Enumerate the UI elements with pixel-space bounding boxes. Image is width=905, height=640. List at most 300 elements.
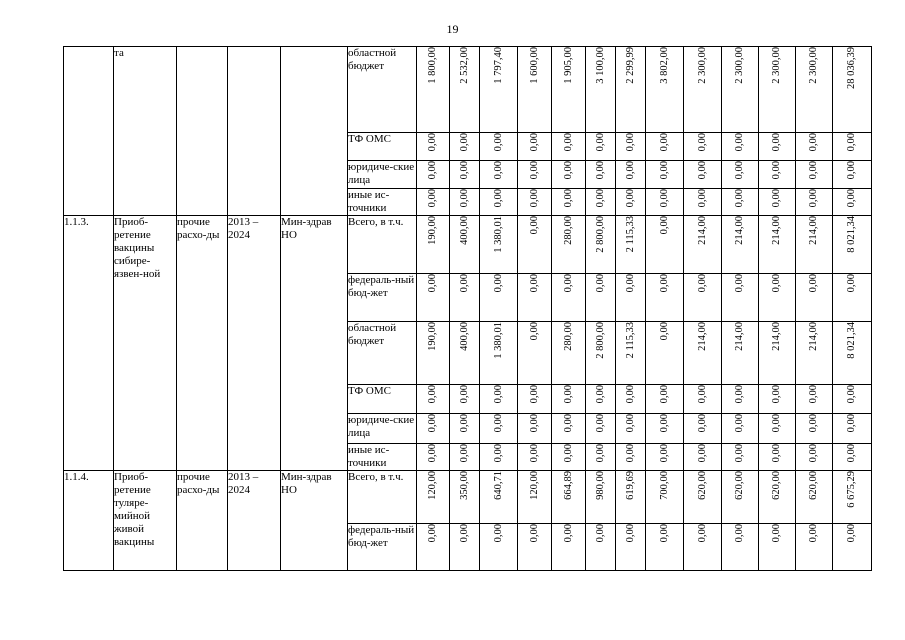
value-text: 0,00 bbox=[427, 161, 438, 180]
value-text: 214,00 bbox=[696, 322, 708, 351]
period: 2013 – 2024 bbox=[228, 471, 281, 571]
value-cell bbox=[722, 322, 759, 385]
value-text: 0,00 bbox=[562, 444, 574, 463]
value-cell bbox=[417, 322, 450, 385]
value-text: 0,00 bbox=[427, 414, 438, 433]
value-cell bbox=[833, 161, 872, 189]
page-number: 19 bbox=[446, 22, 459, 36]
value-cell bbox=[722, 47, 759, 133]
value-text: 0,00 bbox=[562, 189, 574, 208]
value-text: 0,00 bbox=[624, 524, 636, 543]
value-text: 0,00 bbox=[658, 414, 670, 433]
value-text: 0,00 bbox=[808, 189, 819, 208]
value-text: 0,00 bbox=[458, 274, 470, 293]
value-text: 0,00 bbox=[492, 444, 504, 463]
value-cell bbox=[646, 189, 684, 216]
value-text: 214,00 bbox=[696, 216, 708, 245]
value-cell bbox=[616, 322, 646, 385]
table-row bbox=[64, 47, 872, 133]
value-cell bbox=[552, 133, 586, 161]
value-text: 664,89 bbox=[562, 471, 574, 500]
value-text: 0,00 bbox=[624, 444, 636, 463]
executor: Мин-здрав НО bbox=[281, 471, 348, 571]
value-cell bbox=[796, 274, 833, 322]
value-cell bbox=[684, 414, 722, 444]
value-cell bbox=[646, 444, 684, 471]
value-cell bbox=[684, 133, 722, 161]
value-cell bbox=[684, 189, 722, 216]
value-cell bbox=[450, 414, 480, 444]
value-text: 0,00 bbox=[658, 385, 670, 404]
value-cell bbox=[646, 322, 684, 385]
value-text: 0,00 bbox=[846, 161, 857, 180]
value-cell bbox=[586, 133, 616, 161]
value-text: 0,00 bbox=[624, 414, 636, 433]
item-name: Приоб-ретение вакцины сибире-язвен-ной bbox=[114, 216, 177, 471]
value-cell bbox=[450, 524, 480, 571]
value-text: 350,00 bbox=[458, 471, 470, 500]
value-text: 0,00 bbox=[771, 524, 782, 543]
value-text: 0,00 bbox=[846, 414, 857, 433]
value-text: 0,00 bbox=[528, 133, 540, 152]
value-cell bbox=[833, 385, 872, 414]
value-cell bbox=[759, 216, 796, 274]
value-cell bbox=[480, 274, 518, 322]
value-cell bbox=[480, 47, 518, 133]
value-cell bbox=[518, 385, 552, 414]
value-cell bbox=[684, 444, 722, 471]
value-text: 0,00 bbox=[734, 161, 745, 180]
value-text: 0,00 bbox=[808, 161, 819, 180]
value-text: 28 036,39 bbox=[846, 47, 857, 89]
value-cell bbox=[616, 189, 646, 216]
value-cell bbox=[796, 414, 833, 444]
value-cell bbox=[796, 189, 833, 216]
value-text: 214,00 bbox=[734, 216, 745, 245]
value-cell bbox=[417, 189, 450, 216]
value-cell bbox=[450, 444, 480, 471]
value-text: 190,00 bbox=[427, 322, 438, 351]
value-text: 700,00 bbox=[658, 471, 670, 500]
value-cell bbox=[833, 274, 872, 322]
value-text: 2 300,00 bbox=[734, 47, 745, 84]
value-text: 0,00 bbox=[427, 189, 438, 208]
value-cell bbox=[796, 385, 833, 414]
value-cell bbox=[684, 216, 722, 274]
value-cell bbox=[480, 414, 518, 444]
value-text: 2 532,00 bbox=[458, 47, 470, 84]
value-cell bbox=[552, 189, 586, 216]
value-cell bbox=[796, 133, 833, 161]
value-text: 0,00 bbox=[427, 133, 438, 152]
value-cell bbox=[722, 385, 759, 414]
value-cell bbox=[759, 189, 796, 216]
value-cell bbox=[759, 444, 796, 471]
value-text: 0,00 bbox=[594, 189, 606, 208]
value-text: 0,00 bbox=[734, 133, 745, 152]
value-text: 400,00 bbox=[458, 322, 470, 351]
value-text: 0,00 bbox=[458, 524, 470, 543]
value-cell bbox=[450, 216, 480, 274]
value-cell bbox=[552, 444, 586, 471]
value-cell bbox=[552, 471, 586, 524]
table-row bbox=[64, 216, 872, 274]
value-text: 0,00 bbox=[562, 385, 574, 404]
funding-source: ТФ ОМС bbox=[348, 385, 417, 414]
value-text: 0,00 bbox=[846, 385, 857, 404]
value-text: 0,00 bbox=[624, 161, 636, 180]
value-cell bbox=[480, 189, 518, 216]
value-cell bbox=[684, 322, 722, 385]
value-cell bbox=[518, 322, 552, 385]
value-text: 0,00 bbox=[492, 133, 504, 152]
value-text: 1 600,00 bbox=[528, 47, 540, 84]
value-text: 0,00 bbox=[492, 385, 504, 404]
value-cell bbox=[759, 161, 796, 189]
value-text: 0,00 bbox=[528, 189, 540, 208]
value-cell bbox=[586, 274, 616, 322]
value-cell bbox=[616, 444, 646, 471]
value-cell bbox=[722, 444, 759, 471]
value-text: 0,00 bbox=[427, 444, 438, 463]
expense-type bbox=[177, 47, 228, 216]
value-text: 0,00 bbox=[624, 189, 636, 208]
value-cell bbox=[450, 189, 480, 216]
value-cell bbox=[684, 274, 722, 322]
value-cell bbox=[450, 471, 480, 524]
value-cell bbox=[417, 471, 450, 524]
value-cell bbox=[616, 133, 646, 161]
item-code: 1.1.4. bbox=[64, 471, 114, 571]
value-cell bbox=[586, 414, 616, 444]
executor: Мин-здрав НО bbox=[281, 216, 348, 471]
value-cell bbox=[616, 414, 646, 444]
value-cell bbox=[759, 133, 796, 161]
value-cell bbox=[646, 274, 684, 322]
value-cell bbox=[518, 161, 552, 189]
value-cell bbox=[684, 471, 722, 524]
value-text: 3 100,00 bbox=[594, 47, 606, 84]
value-text: 120,00 bbox=[528, 471, 540, 500]
value-cell bbox=[552, 414, 586, 444]
value-text: 0,00 bbox=[594, 414, 606, 433]
value-text: 0,00 bbox=[528, 161, 540, 180]
value-text: 214,00 bbox=[808, 216, 819, 245]
value-text: 640,71 bbox=[492, 471, 504, 500]
value-cell bbox=[480, 161, 518, 189]
value-text: 2 115,33 bbox=[624, 322, 636, 359]
value-cell bbox=[417, 47, 450, 133]
value-cell bbox=[684, 47, 722, 133]
value-text: 0,00 bbox=[696, 414, 708, 433]
value-text: 0,00 bbox=[492, 189, 504, 208]
value-text: 0,00 bbox=[624, 385, 636, 404]
value-cell bbox=[646, 385, 684, 414]
value-text: 0,00 bbox=[562, 414, 574, 433]
value-cell bbox=[480, 216, 518, 274]
item-code bbox=[64, 47, 114, 216]
value-text: 214,00 bbox=[734, 322, 745, 351]
value-text: 0,00 bbox=[696, 385, 708, 404]
value-cell bbox=[759, 322, 796, 385]
value-cell bbox=[833, 524, 872, 571]
value-text: 0,00 bbox=[696, 133, 708, 152]
value-cell bbox=[417, 444, 450, 471]
funding-source: иные ис-точники bbox=[348, 444, 417, 471]
table-row bbox=[64, 471, 872, 524]
value-text: 0,00 bbox=[808, 133, 819, 152]
value-cell bbox=[552, 274, 586, 322]
value-text: 1 380,01 bbox=[492, 322, 504, 359]
value-cell bbox=[646, 471, 684, 524]
value-text: 0,00 bbox=[658, 274, 670, 293]
value-text: 1 800,00 bbox=[427, 47, 438, 84]
value-text: 0,00 bbox=[771, 274, 782, 293]
value-text: 0,00 bbox=[734, 414, 745, 433]
value-text: 0,00 bbox=[658, 189, 670, 208]
value-text: 0,00 bbox=[427, 385, 438, 404]
value-cell bbox=[518, 274, 552, 322]
value-text: 0,00 bbox=[696, 444, 708, 463]
item-name: та bbox=[114, 47, 177, 216]
value-text: 0,00 bbox=[528, 216, 540, 235]
value-cell bbox=[759, 524, 796, 571]
value-text: 0,00 bbox=[846, 133, 857, 152]
value-cell bbox=[417, 385, 450, 414]
value-cell bbox=[417, 161, 450, 189]
value-cell bbox=[646, 133, 684, 161]
period bbox=[228, 47, 281, 216]
value-cell bbox=[646, 524, 684, 571]
funding-source: областной бюджет bbox=[348, 47, 417, 133]
value-text: 0,00 bbox=[594, 444, 606, 463]
value-cell bbox=[480, 322, 518, 385]
value-cell bbox=[833, 471, 872, 524]
value-text: 0,00 bbox=[562, 274, 574, 293]
value-text: 0,00 bbox=[808, 524, 819, 543]
value-cell bbox=[833, 47, 872, 133]
funding-source: иные ис-точники bbox=[348, 189, 417, 216]
value-cell bbox=[552, 385, 586, 414]
value-text: 0,00 bbox=[846, 274, 857, 293]
value-text: 2 115,33 bbox=[624, 216, 636, 253]
funding-source: областной бюджет bbox=[348, 322, 417, 385]
value-cell bbox=[417, 133, 450, 161]
value-cell bbox=[616, 47, 646, 133]
value-cell bbox=[759, 471, 796, 524]
value-text: 1 380,01 bbox=[492, 216, 504, 253]
value-text: 620,00 bbox=[808, 471, 819, 500]
value-cell bbox=[833, 133, 872, 161]
value-text: 0,00 bbox=[734, 444, 745, 463]
value-text: 0,00 bbox=[624, 274, 636, 293]
value-text: 120,00 bbox=[427, 471, 438, 500]
value-cell bbox=[616, 274, 646, 322]
value-text: 0,00 bbox=[594, 274, 606, 293]
value-cell bbox=[796, 444, 833, 471]
value-cell bbox=[518, 444, 552, 471]
funding-source: юридиче-ские лица bbox=[348, 414, 417, 444]
value-text: 0,00 bbox=[458, 444, 470, 463]
value-cell bbox=[759, 414, 796, 444]
value-text: 400,00 bbox=[458, 216, 470, 245]
value-cell bbox=[518, 133, 552, 161]
value-cell bbox=[759, 47, 796, 133]
value-text: 0,00 bbox=[808, 274, 819, 293]
value-text: 0,00 bbox=[492, 414, 504, 433]
expense-type: прочие расхо-ды bbox=[177, 471, 228, 571]
value-cell bbox=[722, 189, 759, 216]
value-cell bbox=[480, 444, 518, 471]
value-cell bbox=[586, 189, 616, 216]
value-text: 0,00 bbox=[528, 274, 540, 293]
value-cell bbox=[450, 47, 480, 133]
value-cell bbox=[450, 161, 480, 189]
value-text: 0,00 bbox=[658, 322, 670, 341]
value-text: 0,00 bbox=[808, 414, 819, 433]
value-text: 619,69 bbox=[624, 471, 636, 500]
value-text: 980,00 bbox=[594, 471, 606, 500]
value-text: 0,00 bbox=[458, 161, 470, 180]
value-cell bbox=[586, 47, 616, 133]
value-cell bbox=[722, 274, 759, 322]
value-cell bbox=[646, 47, 684, 133]
value-text: 620,00 bbox=[696, 471, 708, 500]
value-cell bbox=[552, 216, 586, 274]
value-cell bbox=[722, 133, 759, 161]
period: 2013 – 2024 bbox=[228, 216, 281, 471]
value-text: 0,00 bbox=[658, 161, 670, 180]
value-cell bbox=[616, 471, 646, 524]
value-cell bbox=[722, 161, 759, 189]
value-text: 6 675,29 bbox=[846, 471, 857, 508]
budget-table-body bbox=[64, 47, 872, 571]
value-cell bbox=[450, 385, 480, 414]
value-text: 0,00 bbox=[846, 524, 857, 543]
value-cell bbox=[722, 471, 759, 524]
value-cell bbox=[833, 216, 872, 274]
value-cell bbox=[616, 161, 646, 189]
item-name: Приоб-ретение туляре-мийной живой вакцины bbox=[114, 471, 177, 571]
value-cell bbox=[518, 47, 552, 133]
value-cell bbox=[552, 322, 586, 385]
value-cell bbox=[833, 189, 872, 216]
value-text: 280,00 bbox=[562, 216, 574, 245]
value-text: 1 797,40 bbox=[492, 47, 504, 84]
value-text: 0,00 bbox=[734, 274, 745, 293]
value-text: 0,00 bbox=[771, 444, 782, 463]
value-text: 0,00 bbox=[427, 524, 438, 543]
value-text: 0,00 bbox=[846, 189, 857, 208]
value-text: 2 800,00 bbox=[594, 216, 606, 253]
value-text: 0,00 bbox=[528, 524, 540, 543]
value-text: 214,00 bbox=[808, 322, 819, 351]
value-text: 190,00 bbox=[427, 216, 438, 245]
value-cell bbox=[552, 47, 586, 133]
value-cell bbox=[722, 524, 759, 571]
value-cell bbox=[646, 414, 684, 444]
value-text: 8 021,34 bbox=[846, 322, 857, 359]
value-text: 0,00 bbox=[808, 385, 819, 404]
value-cell bbox=[480, 471, 518, 524]
value-cell bbox=[518, 414, 552, 444]
value-text: 0,00 bbox=[734, 385, 745, 404]
expense-type: прочие расхо-ды bbox=[177, 216, 228, 471]
executor bbox=[281, 47, 348, 216]
value-text: 0,00 bbox=[658, 524, 670, 543]
value-cell bbox=[417, 216, 450, 274]
value-cell bbox=[552, 524, 586, 571]
value-text: 0,00 bbox=[562, 524, 574, 543]
value-text: 2 800,00 bbox=[594, 322, 606, 359]
value-cell bbox=[684, 385, 722, 414]
value-text: 0,00 bbox=[808, 444, 819, 463]
funding-source: федераль-ный бюд-жет bbox=[348, 274, 417, 322]
value-text: 0,00 bbox=[458, 133, 470, 152]
value-cell bbox=[616, 385, 646, 414]
funding-source: Всего, в т.ч. bbox=[348, 216, 417, 274]
value-text: 0,00 bbox=[771, 133, 782, 152]
value-cell bbox=[417, 414, 450, 444]
value-cell bbox=[518, 471, 552, 524]
value-text: 0,00 bbox=[594, 133, 606, 152]
value-text: 0,00 bbox=[427, 274, 438, 293]
value-cell bbox=[616, 524, 646, 571]
value-text: 0,00 bbox=[771, 189, 782, 208]
value-text: 0,00 bbox=[594, 524, 606, 543]
value-text: 214,00 bbox=[771, 216, 782, 245]
value-cell bbox=[586, 161, 616, 189]
value-text: 2 300,00 bbox=[771, 47, 782, 84]
funding-source: Всего, в т.ч. bbox=[348, 471, 417, 524]
value-text: 0,00 bbox=[492, 274, 504, 293]
value-text: 0,00 bbox=[846, 444, 857, 463]
value-text: 2 299,99 bbox=[624, 47, 636, 84]
value-cell bbox=[417, 524, 450, 571]
value-cell bbox=[450, 133, 480, 161]
value-text: 0,00 bbox=[594, 161, 606, 180]
value-cell bbox=[450, 274, 480, 322]
value-text: 0,00 bbox=[458, 189, 470, 208]
value-cell bbox=[616, 216, 646, 274]
value-cell bbox=[722, 216, 759, 274]
value-text: 0,00 bbox=[696, 189, 708, 208]
value-text: 0,00 bbox=[562, 161, 574, 180]
value-text: 0,00 bbox=[492, 161, 504, 180]
value-text: 0,00 bbox=[658, 444, 670, 463]
value-text: 0,00 bbox=[528, 322, 540, 341]
value-text: 1 905,00 bbox=[562, 47, 574, 84]
value-cell bbox=[646, 216, 684, 274]
value-text: 0,00 bbox=[734, 189, 745, 208]
value-text: 0,00 bbox=[528, 385, 540, 404]
funding-source: ТФ ОМС bbox=[348, 133, 417, 161]
value-text: 0,00 bbox=[594, 385, 606, 404]
value-cell bbox=[759, 385, 796, 414]
value-text: 3 802,00 bbox=[658, 47, 670, 84]
value-cell bbox=[646, 161, 684, 189]
value-cell bbox=[518, 189, 552, 216]
value-text: 2 300,00 bbox=[808, 47, 819, 84]
value-text: 620,00 bbox=[771, 471, 782, 500]
value-text: 0,00 bbox=[562, 133, 574, 152]
value-cell bbox=[586, 322, 616, 385]
value-cell bbox=[833, 322, 872, 385]
value-text: 0,00 bbox=[624, 133, 636, 152]
value-cell bbox=[796, 524, 833, 571]
value-cell bbox=[796, 161, 833, 189]
value-text: 0,00 bbox=[528, 444, 540, 463]
